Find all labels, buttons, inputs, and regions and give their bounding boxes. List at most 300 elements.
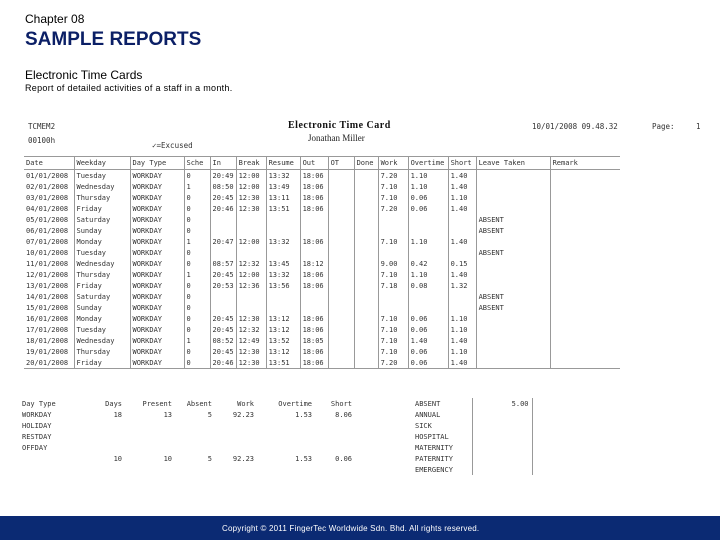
table-cell: [550, 346, 620, 357]
table-cell: 8.06: [335, 410, 352, 419]
table-row: [24, 280, 620, 291]
table-cell: ABSENT: [476, 225, 550, 236]
table-cell: Friday: [74, 203, 130, 214]
time-card-report: [18, 116, 702, 472]
table-cell: 12:36: [236, 280, 266, 291]
column-header: Weekday: [74, 157, 130, 170]
table-cell: [126, 431, 176, 442]
table-cell: 18:06: [300, 236, 328, 247]
table-cell: OFFDAY: [22, 443, 48, 452]
staff-name: Jonathan Miller: [308, 133, 365, 143]
table-cell: 0: [184, 346, 210, 357]
table-cell: 08:52: [210, 335, 236, 346]
table-row: [412, 409, 532, 420]
table-cell: 7.10: [378, 335, 408, 346]
table-cell: 7.10: [378, 181, 408, 192]
table-cell: 0.06: [408, 192, 448, 203]
table-row: [24, 357, 620, 369]
table-cell: [216, 442, 258, 453]
table-cell: [550, 280, 620, 291]
table-cell: [550, 313, 620, 324]
column-header: Done: [354, 157, 378, 170]
table-cell: [476, 346, 550, 357]
table-cell: 0: [184, 214, 210, 225]
table-row: [18, 431, 356, 442]
table-cell: [476, 236, 550, 247]
summary-header-cell: Absent: [186, 399, 212, 408]
table-cell: [550, 247, 620, 258]
table-cell: [126, 442, 176, 453]
table-row: [18, 442, 356, 453]
table-cell: [550, 225, 620, 236]
table-cell: [354, 170, 378, 182]
table-cell: 0: [184, 170, 210, 182]
table-cell: 1.10: [448, 192, 476, 203]
column-header: Work: [378, 157, 408, 170]
column-header: Leave Taken: [476, 157, 550, 170]
table-cell: PATERNITY: [412, 453, 472, 464]
table-cell: [476, 313, 550, 324]
slide-subtitle: Electronic Time Cards: [25, 68, 143, 82]
table-cell: [266, 291, 300, 302]
table-row: [18, 420, 356, 431]
table-cell: Tuesday: [74, 170, 130, 182]
table-cell: 11/01/2008: [26, 259, 69, 268]
table-cell: 12:00: [236, 269, 266, 280]
table-cell: [448, 225, 476, 236]
table-cell: 12:32: [236, 324, 266, 335]
table-cell: 18: [113, 410, 122, 419]
table-cell: 1.10: [408, 269, 448, 280]
table-cell: [476, 181, 550, 192]
table-cell: ABSENT: [412, 398, 472, 409]
page-number: 1: [696, 122, 701, 131]
table-cell: [476, 203, 550, 214]
table-cell: 0.08: [408, 280, 448, 291]
table-cell: 0.06: [408, 324, 448, 335]
table-cell: [476, 170, 550, 182]
table-cell: [210, 225, 236, 236]
table-cell: 08:50: [210, 181, 236, 192]
table-cell: 20:45: [210, 269, 236, 280]
table-cell: [354, 214, 378, 225]
table-cell: [328, 247, 354, 258]
column-header: Remark: [550, 157, 620, 170]
table-cell: 12/01/2008: [26, 270, 69, 279]
table-cell: WORKDAY: [22, 410, 52, 419]
table-cell: [328, 335, 354, 346]
table-cell: [476, 335, 550, 346]
table-cell: [550, 170, 620, 182]
table-cell: 16/01/2008: [26, 314, 69, 323]
table-cell: HOLIDAY: [22, 421, 52, 430]
table-cell: [354, 225, 378, 236]
table-cell: [316, 442, 356, 453]
table-cell: WORKDAY: [130, 269, 184, 280]
table-cell: 04/01/2008: [26, 204, 69, 213]
table-cell: 20:49: [210, 170, 236, 182]
summary-header-row: [18, 398, 356, 409]
table-row: [24, 302, 620, 313]
column-header: In: [210, 157, 236, 170]
table-cell: [258, 431, 316, 442]
table-cell: 0.06: [408, 346, 448, 357]
column-header: Resume: [266, 157, 300, 170]
table-row: [24, 192, 620, 203]
table-cell: [328, 357, 354, 369]
table-cell: 1: [184, 335, 210, 346]
table-cell: 7.10: [378, 324, 408, 335]
table-cell: [476, 280, 550, 291]
table-cell: WORKDAY: [130, 225, 184, 236]
table-cell: [216, 431, 258, 442]
table-row: [24, 291, 620, 302]
table-cell: 0.15: [448, 258, 476, 269]
table-cell: 13:12: [266, 324, 300, 335]
table-cell: [476, 357, 550, 369]
table-cell: WORKDAY: [130, 214, 184, 225]
table-row: [24, 324, 620, 335]
table-cell: 0.06: [408, 203, 448, 214]
table-cell: 7.20: [378, 357, 408, 369]
table-cell: 1.32: [448, 280, 476, 291]
table-cell: 13:51: [266, 357, 300, 369]
table-cell: [354, 203, 378, 214]
column-header: Break: [236, 157, 266, 170]
table-cell: [476, 192, 550, 203]
table-cell: 0.06: [335, 454, 352, 463]
table-cell: 03/01/2008: [26, 193, 69, 202]
table-cell: Friday: [74, 357, 130, 369]
table-cell: 13:11: [266, 192, 300, 203]
table-cell: 1.40: [448, 357, 476, 369]
table-cell: 17/01/2008: [26, 325, 69, 334]
table-cell: [354, 357, 378, 369]
table-cell: 1: [184, 181, 210, 192]
table-row: [24, 335, 620, 346]
table-cell: [210, 291, 236, 302]
table-cell: 1.40: [408, 335, 448, 346]
table-cell: 1.40: [448, 269, 476, 280]
table-cell: 1.53: [295, 410, 312, 419]
table-cell: [354, 181, 378, 192]
table-cell: 13:32: [266, 236, 300, 247]
table-cell: RESTDAY: [22, 432, 52, 441]
table-cell: 18:12: [300, 258, 328, 269]
table-cell: 12:00: [236, 170, 266, 182]
table-cell: EMERGENCY: [412, 464, 472, 475]
table-cell: 18:06: [300, 313, 328, 324]
table-cell: [300, 302, 328, 313]
table-cell: [82, 420, 126, 431]
table-cell: 7.10: [378, 236, 408, 247]
table-cell: [408, 225, 448, 236]
table-cell: WORKDAY: [130, 203, 184, 214]
table-cell: [408, 291, 448, 302]
table-cell: [266, 302, 300, 313]
table-cell: 13:32: [266, 269, 300, 280]
table-cell: [472, 409, 532, 420]
table-cell: 20:47: [210, 236, 236, 247]
table-cell: [210, 214, 236, 225]
table-cell: 0.42: [408, 258, 448, 269]
table-cell: 20:45: [210, 313, 236, 324]
column-header: Overtime: [408, 157, 448, 170]
table-cell: 1.40: [448, 170, 476, 182]
table-cell: 12:32: [236, 258, 266, 269]
table-cell: 18:06: [300, 269, 328, 280]
table-cell: 14/01/2008: [26, 292, 69, 301]
time-card-table: [24, 156, 620, 369]
table-cell: 1: [184, 236, 210, 247]
table-cell: Friday: [74, 280, 130, 291]
table-cell: [476, 258, 550, 269]
table-cell: 18/01/2008: [26, 336, 69, 345]
column-header: Out: [300, 157, 328, 170]
table-cell: WORKDAY: [130, 280, 184, 291]
table-cell: WORKDAY: [130, 335, 184, 346]
table-cell: WORKDAY: [130, 291, 184, 302]
table-cell: ABSENT: [476, 291, 550, 302]
table-cell: [328, 313, 354, 324]
table-cell: 92.23: [232, 410, 254, 419]
summary-header-cell: Overtime: [278, 399, 312, 408]
table-cell: [550, 324, 620, 335]
table-cell: [328, 280, 354, 291]
chapter-label: Chapter 08: [25, 12, 85, 26]
table-cell: 0: [184, 302, 210, 313]
table-cell: [258, 420, 316, 431]
table-cell: [550, 269, 620, 280]
table-cell: 1.10: [448, 324, 476, 335]
table-cell: [258, 442, 316, 453]
table-cell: [176, 420, 216, 431]
table-cell: [472, 464, 532, 475]
table-cell: [328, 269, 354, 280]
table-cell: 0: [184, 247, 210, 258]
table-cell: 0: [184, 324, 210, 335]
table-cell: WORKDAY: [130, 192, 184, 203]
table-cell: 7.10: [378, 346, 408, 357]
table-cell: Saturday: [74, 291, 130, 302]
table-cell: [266, 247, 300, 258]
table-cell: [354, 192, 378, 203]
table-cell: 20:46: [210, 203, 236, 214]
table-cell: [266, 214, 300, 225]
table-cell: MATERNITY: [412, 442, 472, 453]
table-cell: 0: [184, 291, 210, 302]
table-cell: WORKDAY: [130, 170, 184, 182]
table-cell: WORKDAY: [130, 346, 184, 357]
table-cell: [354, 324, 378, 335]
table-cell: SICK: [412, 420, 472, 431]
table-cell: [408, 214, 448, 225]
table-cell: 12:30: [236, 192, 266, 203]
table-cell: 1.10: [448, 346, 476, 357]
table-cell: [82, 442, 126, 453]
column-header: Date: [24, 157, 74, 170]
table-cell: [354, 346, 378, 357]
table-cell: 5: [207, 410, 212, 419]
table-cell: WORKDAY: [130, 357, 184, 369]
table-cell: [328, 236, 354, 247]
table-cell: [328, 225, 354, 236]
table-cell: [354, 269, 378, 280]
table-row: [24, 258, 620, 269]
table-cell: [266, 225, 300, 236]
table-cell: 10/01/2008: [26, 248, 69, 257]
table-cell: 7.18: [378, 280, 408, 291]
table-cell: [236, 291, 266, 302]
footer-bar: [0, 516, 720, 540]
table-row: [412, 420, 532, 431]
table-cell: [316, 431, 356, 442]
table-cell: 0.06: [408, 357, 448, 369]
table-row: [24, 203, 620, 214]
table-cell: Wednesday: [74, 181, 130, 192]
table-cell: 18:06: [300, 192, 328, 203]
table-cell: 18:05: [300, 335, 328, 346]
table-cell: 12:30: [236, 346, 266, 357]
table-cell: 13:51: [266, 203, 300, 214]
table-cell: 05/01/2008: [26, 215, 69, 224]
column-header: Sche: [184, 157, 210, 170]
table-row: [412, 453, 532, 464]
table-cell: Thursday: [74, 269, 130, 280]
report-code: TCMEM2: [28, 122, 56, 131]
table-cell: 07/01/2008: [26, 237, 69, 246]
table-row: [24, 313, 620, 324]
table-cell: 18:06: [300, 357, 328, 369]
table-cell: 12:00: [236, 181, 266, 192]
table-cell: [378, 291, 408, 302]
table-cell: 13:32: [266, 170, 300, 182]
table-cell: [550, 302, 620, 313]
table-cell: 13:52: [266, 335, 300, 346]
table-row: [24, 225, 620, 236]
table-cell: [328, 170, 354, 182]
table-cell: [378, 247, 408, 258]
table-row: [24, 346, 620, 357]
leave-summary: [412, 398, 533, 475]
table-cell: [472, 453, 532, 464]
table-cell: 0.06: [408, 313, 448, 324]
table-cell: [82, 431, 126, 442]
table-cell: [378, 214, 408, 225]
table-cell: [472, 420, 532, 431]
table-cell: [448, 291, 476, 302]
table-cell: Tuesday: [74, 247, 130, 258]
table-row: [412, 431, 532, 442]
table-cell: [354, 236, 378, 247]
table-cell: Thursday: [74, 192, 130, 203]
table-cell: [476, 269, 550, 280]
table-cell: 7.10: [378, 269, 408, 280]
table-cell: 13:45: [266, 258, 300, 269]
table-cell: [448, 247, 476, 258]
table-cell: 13: [163, 410, 172, 419]
table-cell: [354, 335, 378, 346]
table-cell: Saturday: [74, 214, 130, 225]
table-cell: ANNUAL: [412, 409, 472, 420]
table-cell: [236, 214, 266, 225]
table-cell: WORKDAY: [130, 258, 184, 269]
table-cell: 12:30: [236, 357, 266, 369]
table-cell: [550, 291, 620, 302]
table-cell: [472, 442, 532, 453]
table-cell: Tuesday: [74, 324, 130, 335]
column-header: Short: [448, 157, 476, 170]
table-cell: [328, 203, 354, 214]
table-cell: ABSENT: [476, 214, 550, 225]
table-cell: [408, 302, 448, 313]
table-cell: WORKDAY: [130, 181, 184, 192]
table-cell: 0: [184, 357, 210, 369]
table-cell: [328, 324, 354, 335]
table-cell: WORKDAY: [130, 324, 184, 335]
table-cell: 1.10: [448, 313, 476, 324]
summary-header-cell: Days: [105, 399, 122, 408]
table-cell: 0: [184, 225, 210, 236]
table-cell: 02/01/2008: [26, 182, 69, 191]
table-cell: [354, 313, 378, 324]
table-cell: 7.20: [378, 170, 408, 182]
table-cell: 13:12: [266, 313, 300, 324]
table-cell: 0: [184, 203, 210, 214]
table-cell: Sunday: [74, 302, 130, 313]
table-cell: 1.40: [448, 335, 476, 346]
table-cell: 5: [207, 454, 212, 463]
table-cell: [328, 192, 354, 203]
table-cell: [300, 225, 328, 236]
table-cell: [550, 258, 620, 269]
table-cell: [354, 302, 378, 313]
table-cell: WORKDAY: [130, 247, 184, 258]
table-cell: 0: [184, 258, 210, 269]
table-cell: [126, 420, 176, 431]
table-row: [24, 170, 620, 182]
table-cell: 13:56: [266, 280, 300, 291]
table-cell: 1.10: [408, 170, 448, 182]
table-cell: 20:45: [210, 192, 236, 203]
table-cell: 20:45: [210, 346, 236, 357]
table-cell: 13:49: [266, 181, 300, 192]
table-cell: [176, 431, 216, 442]
table-cell: 7.10: [378, 313, 408, 324]
table-cell: [354, 247, 378, 258]
table-header-row: [24, 157, 620, 170]
table-cell: 08:57: [210, 258, 236, 269]
table-cell: [550, 214, 620, 225]
table-cell: 18:06: [300, 324, 328, 335]
summary-header-cell: Present: [142, 399, 172, 408]
column-header: OT: [328, 157, 354, 170]
table-cell: [210, 302, 236, 313]
table-cell: 18:06: [300, 346, 328, 357]
table-cell: [300, 214, 328, 225]
table-cell: 0: [184, 280, 210, 291]
table-cell: Monday: [74, 313, 130, 324]
table-cell: WORKDAY: [130, 236, 184, 247]
table-cell: 12:30: [236, 313, 266, 324]
table-cell: [354, 291, 378, 302]
column-header: Day Type: [130, 157, 184, 170]
table-cell: 1.40: [448, 236, 476, 247]
table-cell: [378, 302, 408, 313]
table-row: [24, 269, 620, 280]
table-cell: Wednesday: [74, 335, 130, 346]
table-cell: 10: [163, 454, 172, 463]
